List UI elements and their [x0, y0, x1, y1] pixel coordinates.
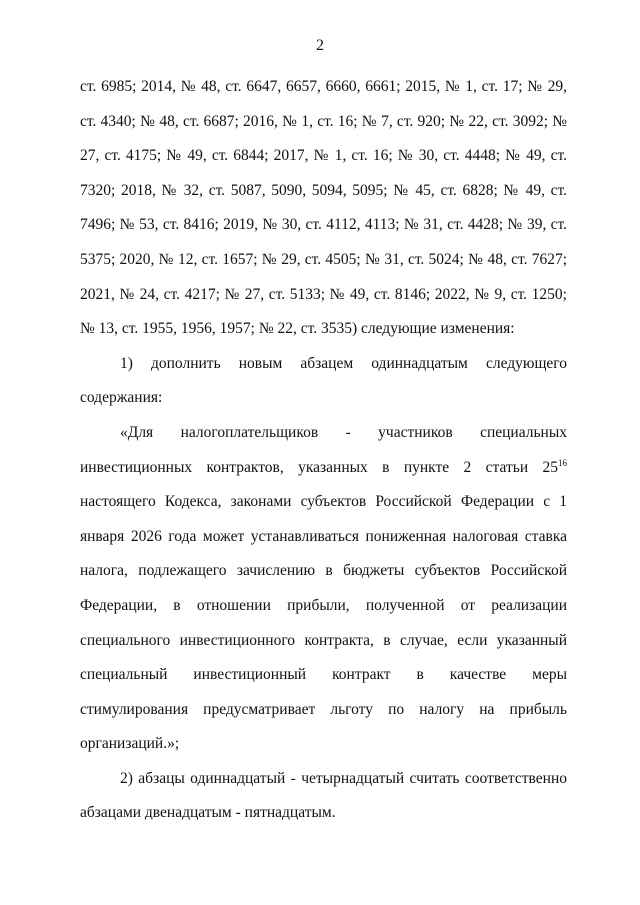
paragraph-item-1: 1) дополнить новым абзацем одиннадцатым следующего содержания: [80, 354, 567, 407]
document-body [80, 70, 567, 831]
paragraph-citations: ст. 6985; 2014, № 48, ст. 6647, 6657, 6660, 6661; 2015, № 1, ст. 17; № 29, ст. 4340; № 48, ст. 6687; 2016, № 1, ст. 16; № 7, ст. 920; № 22, ст. 3092; № 27, ст. 4175; № 49, ст. 6844; 2017, № 1, ст. 16; № 30, ст. 4448; № 49, ст. 7320; 2018, № 32, ст. 5087, 5090, 5094, 5095; № 45, ст. 6828; № 49, ст. 7496; № 53, ст. 8416; 2019, № 30, ст. 4112, 4113; № 31, ст. 4428; № 39, ст. 5375; 2020, № 12, ст. 1657; № 29, ст. 4505; № 31, ст. 5024; № 48, ст. 7627; 2021, № 24, ст. 4217; № 27, ст. 5133; № 49, ст. 8146; 2022, № 9, ст. 1250; № 13, ст. 1955, 1956, 1957; № 22, ст. 3535) следующие изменения: [80, 78, 567, 338]
clause-text-end: настоящего Кодекса, законами субъектов Российской Федерации с 1 января 2026 года может устанавливаться пониженная налоговая ставка налога, подлежащего зачислению в бюджеты субъектов Российской Федерации, в отношении прибыли, полученной от реализации специального инвестиционного контракта, в случае, если указанный специальный инвестиционный контракт в качестве меры стимулирования предусматривает льготу по налогу на прибыль организаций.»; [80, 493, 567, 753]
page-number: 2 [316, 37, 324, 54]
clause-text-start: «Для налогоплательщиков - участников специальных инвестиционных контрактов, указанных в пункте 2 статьи 25 [80, 423, 567, 476]
article-superscript: 16 [558, 457, 567, 468]
paragraph-item-2: 2) абзацы одиннадцатый - четырнадцатый считать соответственно абзацами двенадцатым - пятнадцатым. [80, 769, 567, 822]
paragraph-new-clause [80, 416, 567, 762]
